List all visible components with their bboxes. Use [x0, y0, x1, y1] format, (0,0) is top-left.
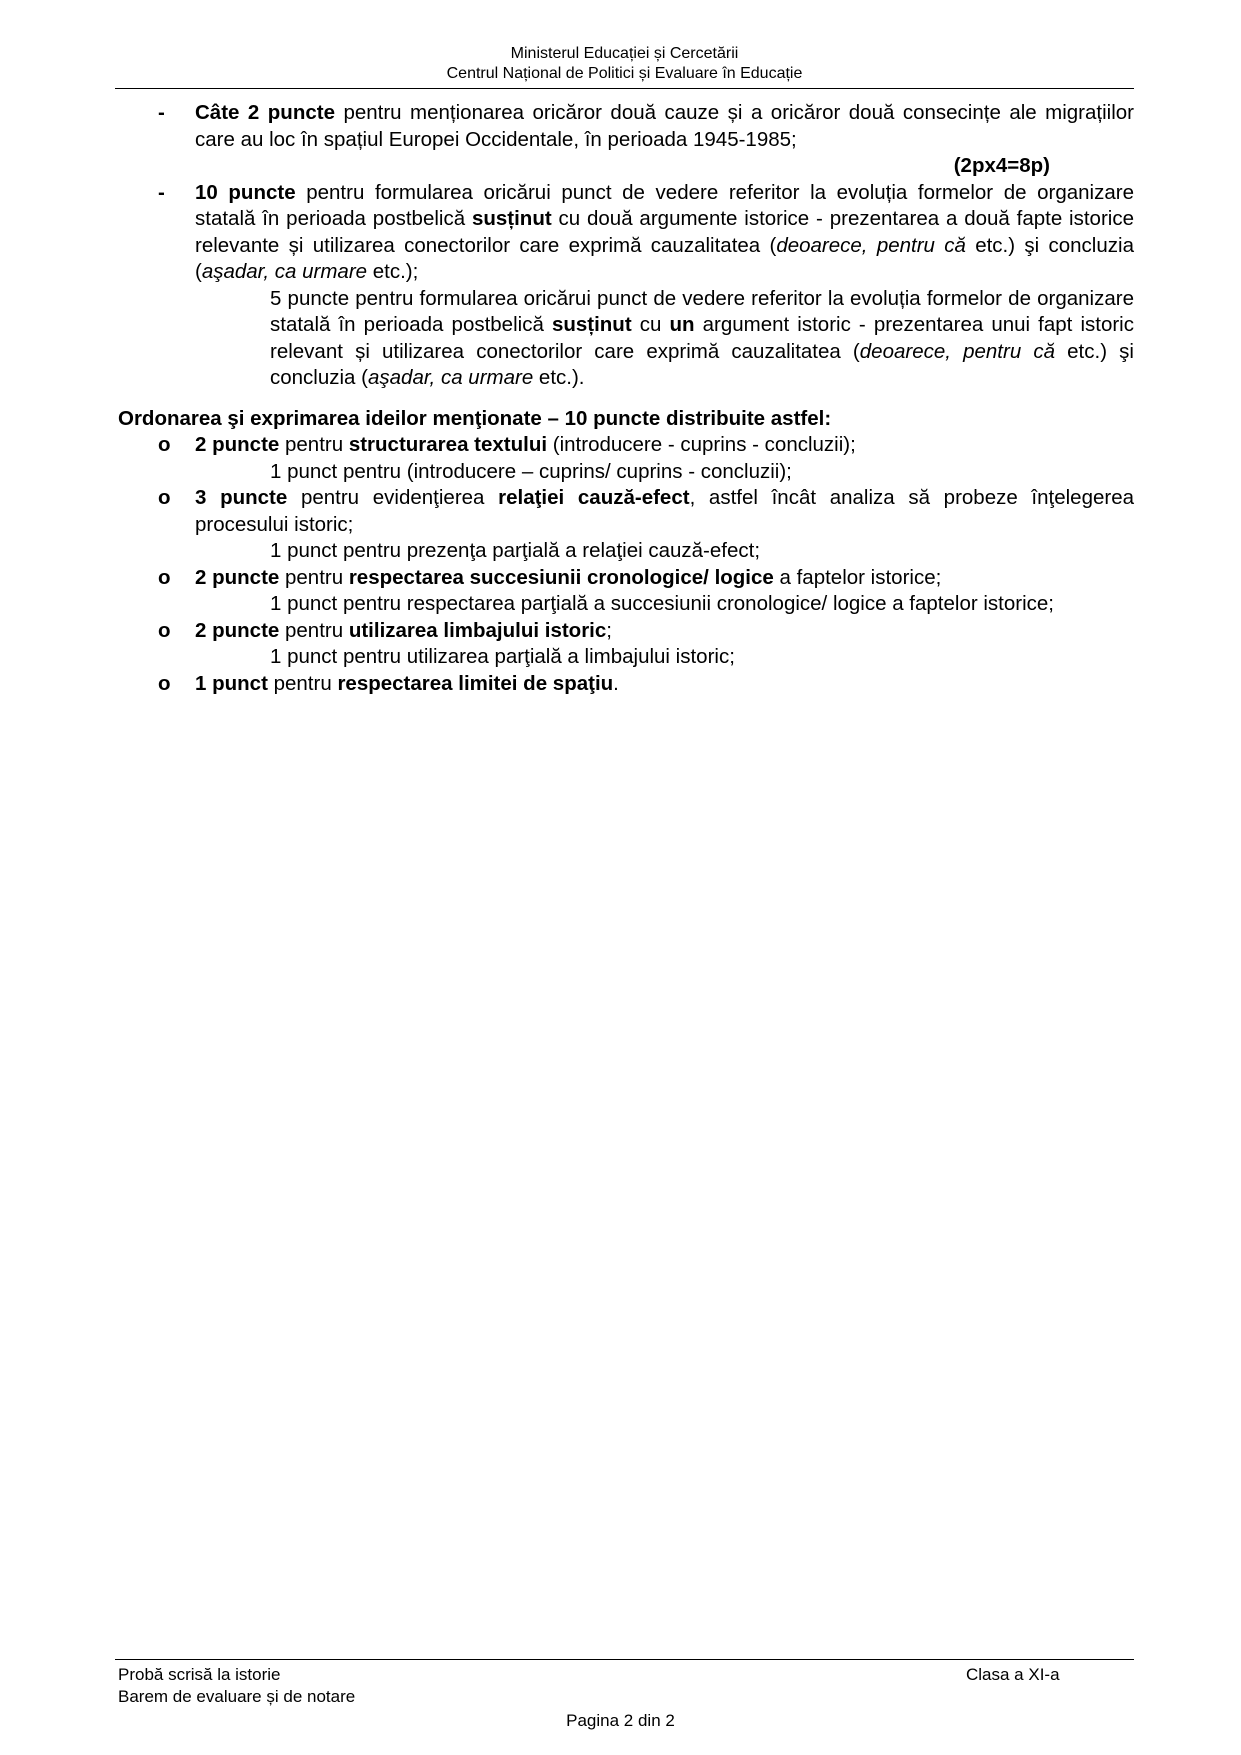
header-rule	[115, 88, 1134, 89]
criterion-text: pentru menționarea oricăror două cauze și a oricăror două consecințe ale migrațiilor care au loc în spațiul Europei Occidentale, în perioada 1945-1985;	[195, 101, 1134, 151]
header-center: Centrul Național de Politici și Evaluare în Educație	[446, 65, 803, 82]
dash-bullet: -	[158, 101, 165, 124]
partial-text: argument istoric - prezentarea unui fapt istoric relevant și utilizarea conectorilor care exprimă cauzalitatea (	[270, 313, 1134, 363]
criterion-point-of-view	[118, 180, 1134, 286]
circle-bullet: o	[158, 433, 171, 456]
criterion-partial-credit	[118, 286, 1134, 392]
section-heading: Ordonarea şi exprimarea ideilor menţionate – 10 puncte distribuite astfel:	[118, 406, 832, 430]
partial-text: etc.).	[533, 366, 585, 389]
circle-bullet: o	[158, 486, 171, 509]
item-text: pentru	[279, 565, 349, 589]
footer-doc-name: Barem de evaluare și de notare	[118, 1687, 356, 1706]
page-number: Pagina 2 din 2	[566, 1711, 675, 1730]
emphasis: un	[669, 313, 695, 336]
partial-credit: 1 punct pentru utilizarea parţială a limbajului istoric;	[270, 645, 735, 668]
points-label: 1 punct	[195, 671, 268, 695]
page-header	[115, 44, 1134, 84]
points-label: 2 puncte	[195, 433, 280, 456]
emphasis: relaţiei cauză-efect	[498, 486, 690, 509]
circle-bullet: o	[158, 618, 171, 642]
conclusion-examples: aşadar, ca urmare	[368, 366, 534, 389]
criterion-text: cu două argumente istorice - prezentarea a două fapte istorice relevante și utilizarea conectorilor care exprimă cauzalitatea (	[195, 207, 1134, 257]
item-text: pentru evidenţierea	[287, 486, 499, 509]
item-text: ;	[606, 618, 612, 642]
item-text: pentru	[279, 618, 349, 642]
ordering-item-cause-effect	[118, 485, 1134, 538]
circle-bullet: o	[158, 565, 171, 589]
item-text: .	[613, 671, 619, 695]
points-label: Câte 2 puncte	[195, 101, 335, 124]
emphasis: respectarea limitei de spaţiu	[337, 671, 614, 695]
item-text: , astfel încât analiza să probeze înţelegerea procesului istoric;	[195, 486, 1135, 536]
criterion-text: pentru formularea oricărui punct de vedere referitor la evoluția formelor de organizare statală în perioada postbelică	[195, 180, 1134, 230]
item-text: pentru	[279, 433, 349, 456]
dash-bullet: -	[158, 180, 165, 204]
emphasis: structurarea textului	[348, 433, 548, 456]
footer-class: Clasa a XI-a	[966, 1665, 1060, 1684]
circle-bullet: o	[158, 671, 171, 695]
criterion-causes-consequences	[118, 100, 1134, 153]
item-text: a faptelor istorice;	[773, 565, 942, 589]
partial-text: 5 puncte pentru formularea oricărui punct de vedere referitor la evoluția formelor de organizare statală în perioada postbelică	[270, 286, 1134, 336]
criterion-text: etc.);	[367, 260, 419, 283]
emphasis: susținut	[471, 207, 552, 230]
points-label: 3 puncte	[195, 486, 288, 509]
emphasis: susținut	[551, 313, 632, 336]
partial-credit: 1 punct pentru prezenţa parţială a relaţiei cauză-efect;	[270, 539, 761, 562]
points-label: 2 puncte	[195, 618, 280, 642]
connector-examples: deoarece, pentru că	[776, 233, 966, 257]
partial-text: cu	[631, 313, 670, 336]
ordering-item-language	[118, 618, 1134, 645]
points-label: 2 puncte	[195, 565, 280, 589]
grading-content	[118, 100, 1134, 697]
footer-left	[118, 1664, 355, 1708]
emphasis: utilizarea limbajului istoric	[348, 618, 607, 642]
partial-credit: 1 punct pentru (introducere – cuprins/ cuprins - concluzii);	[270, 459, 792, 483]
ordering-item-chronology	[118, 565, 1134, 592]
partial-text: etc.) şi concluzia (	[270, 339, 1134, 389]
footer-rule	[115, 1659, 1134, 1660]
conclusion-examples: aşadar, ca urmare	[201, 260, 368, 283]
header-ministry: Ministerul Educației și Cercetării	[510, 45, 739, 62]
ordering-item-structure	[118, 432, 1134, 459]
criterion-text: etc.) şi concluzia (	[195, 233, 1134, 283]
item-text: pentru	[267, 671, 338, 695]
points-label: 10 puncte	[195, 180, 296, 204]
footer-exam-name: Probă scrisă la istorie	[118, 1665, 281, 1684]
emphasis: respectarea succesiunii cronologice/ logice	[348, 565, 774, 589]
score-formula: (2px4=8p)	[953, 154, 1050, 177]
connector-examples: deoarece, pentru că	[859, 339, 1056, 363]
ordering-item-space-limit	[118, 671, 1134, 698]
item-text: (introducere - cuprins - concluzii);	[547, 433, 856, 456]
partial-credit: 1 punct pentru respectarea parţială a succesiunii cronologice/ logice a faptelor istorice;	[270, 592, 1054, 615]
